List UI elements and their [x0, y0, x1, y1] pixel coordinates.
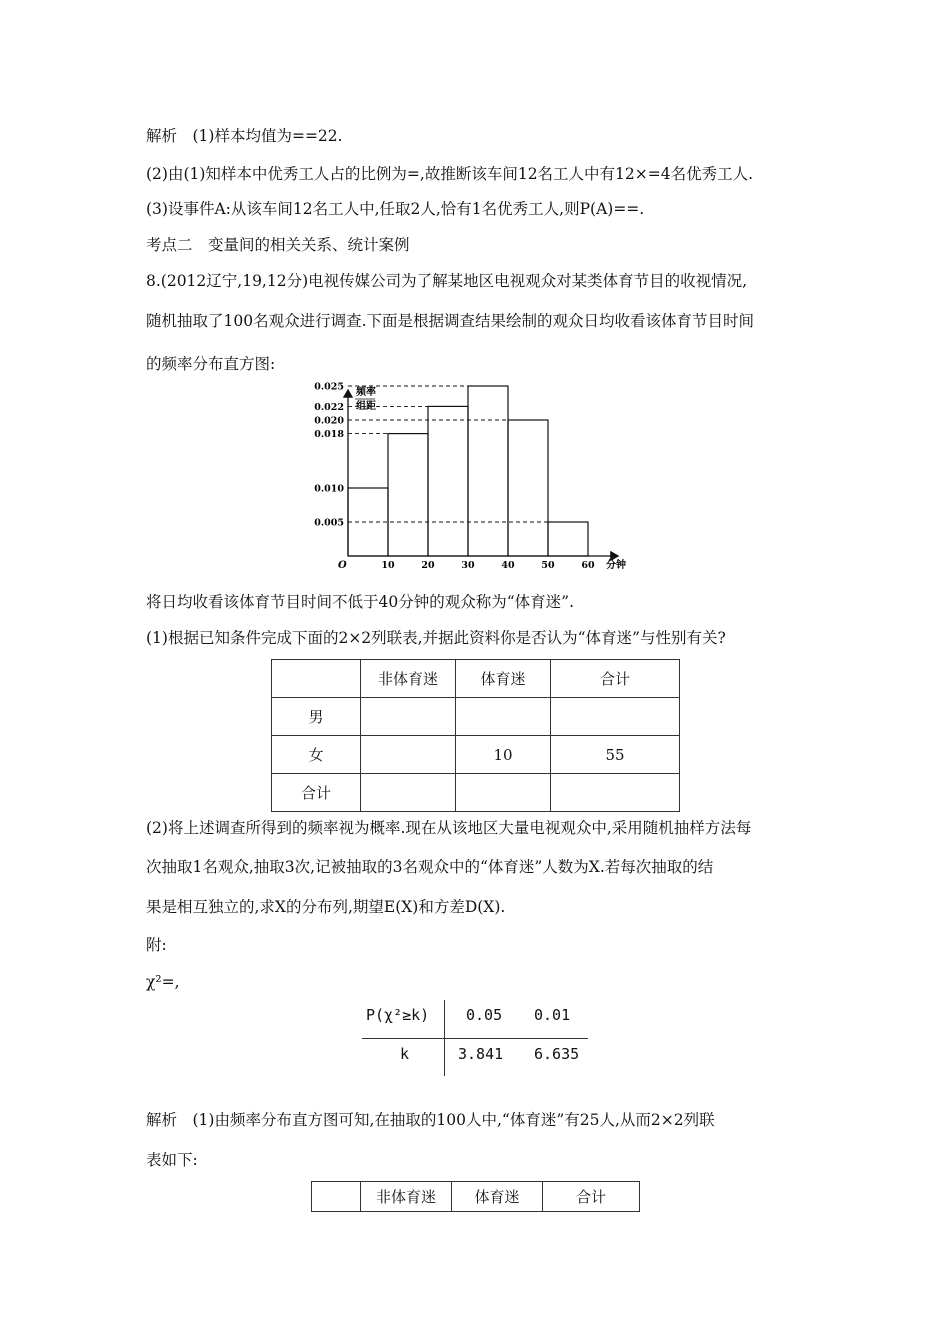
table-header-cell — [272, 660, 361, 698]
table-header-cell: 合计 — [543, 1182, 640, 1212]
table-cell — [551, 698, 680, 736]
table-cell — [361, 736, 456, 774]
solution-line-3: (3)设事件A:从该车间12名工人中,任取2人,恰有1名优秀工人,则P(A)==. — [146, 200, 645, 218]
table-cell: 女 — [272, 736, 361, 774]
question-2-line-2: 次抽取1名观众,抽取3次,记被抽取的3名观众中的“体育迷”人数为X.若每次抽取的结 — [146, 858, 714, 876]
histogram-bar-30-40 — [468, 386, 508, 556]
critical-value-table — [362, 1000, 588, 1076]
table-header-cell — [312, 1182, 361, 1212]
y-tick-label: 0.020 — [314, 415, 344, 427]
answer-table — [311, 1181, 640, 1212]
table-cell — [456, 774, 551, 812]
y-label-top: 频率 — [356, 387, 376, 398]
section-heading: 考点二 变量间的相关关系、统计案例 — [146, 236, 410, 254]
stat-cell: 3.841 — [458, 1045, 504, 1063]
y-label-bottom: 组距 — [356, 401, 376, 412]
solution-line-2: (2)由(1)知样本中优秀工人占的比例为=,故推断该车间12名工人中有12×=4名优秀工人. — [146, 165, 754, 183]
table-cell: 10 — [456, 736, 551, 774]
histogram-bar-40-50 — [508, 420, 548, 556]
definition-line: 将日均收看该体育节目时间不低于40分钟的观众称为“体育迷”. — [146, 593, 575, 611]
appendix-label: 附: — [146, 936, 167, 954]
table-cell: 合计 — [272, 774, 361, 812]
stat-cell: 0.05 — [466, 1006, 503, 1024]
histogram-bar-10-20 — [388, 434, 428, 556]
chi-square-formula: χ²=, — [146, 973, 180, 991]
x-tick-label: 60 — [581, 560, 595, 571]
contingency-table — [271, 659, 680, 812]
histogram-bar-0-10 — [348, 488, 388, 556]
table-row — [272, 774, 680, 812]
y-tick-label: 0.022 — [314, 401, 344, 413]
table-cell: 55 — [551, 736, 680, 774]
table-header-cell: 合计 — [551, 660, 680, 698]
problem-line-3: 的频率分布直方图: — [146, 355, 276, 373]
question-1: (1)根据已知条件完成下面的2×2列联表,并据此资料你是否认为“体育迷”与性别有关? — [146, 629, 726, 647]
y-tick-label: 0.005 — [314, 517, 344, 529]
y-tick-label: 0.025 — [314, 381, 344, 393]
problem-line-2: 随机抽取了100名观众进行调查.下面是根据调查结果绘制的观众日均收看该体育节目时间 — [146, 312, 755, 330]
stat-cell: 0.01 — [534, 1006, 571, 1024]
table-row — [272, 698, 680, 736]
problem-line-1: 8.(2012辽宁,19,12分)电视传媒公司为了解某地区电视观众对某类体育节目的收视情况, — [146, 272, 748, 290]
table-cell — [456, 698, 551, 736]
table-cell — [551, 774, 680, 812]
histogram-bar-20-30 — [428, 406, 468, 556]
table-header-cell: 非体育迷 — [361, 1182, 452, 1212]
table-cell: 男 — [272, 698, 361, 736]
x-tick-label: 20 — [421, 560, 435, 571]
table-cell — [361, 774, 456, 812]
table-header-cell: 体育迷 — [452, 1182, 543, 1212]
stat-cell: 6.635 — [534, 1045, 580, 1063]
table-row — [272, 736, 680, 774]
y-tick-label: 0.010 — [314, 483, 344, 495]
stat-cell: k — [400, 1045, 410, 1063]
frequency-histogram — [300, 378, 640, 574]
histogram-bar-50-60 — [548, 522, 588, 556]
x-label: 分钟 — [606, 560, 626, 571]
table-cell — [361, 698, 456, 736]
question-2-line-3: 果是相互独立的,求X的分布列,期望E(X)和方差D(X). — [146, 898, 506, 916]
x-tick-label: 30 — [461, 560, 475, 571]
stat-cell: P(χ²≥k) — [366, 1006, 430, 1024]
table-header-cell: 非体育迷 — [361, 660, 456, 698]
x-tick-label: 40 — [501, 560, 515, 571]
origin-label: O — [338, 560, 347, 571]
y-tick-label: 0.018 — [314, 429, 344, 441]
solution2-line-2: 表如下: — [146, 1151, 198, 1169]
table-header-cell: 体育迷 — [456, 660, 551, 698]
x-tick-label: 10 — [381, 560, 395, 571]
solution2-line-1: 解析 (1)由频率分布直方图可知,在抽取的100人中,“体育迷”有25人,从而2×2列联 — [146, 1111, 715, 1129]
question-2-line-1: (2)将上述调查所得到的频率视为概率.现在从该地区大量电视观众中,采用随机抽样方法每 — [146, 819, 752, 837]
x-tick-label: 50 — [541, 560, 555, 571]
solution-line-1: 解析 (1)样本均值为==22. — [146, 127, 343, 145]
